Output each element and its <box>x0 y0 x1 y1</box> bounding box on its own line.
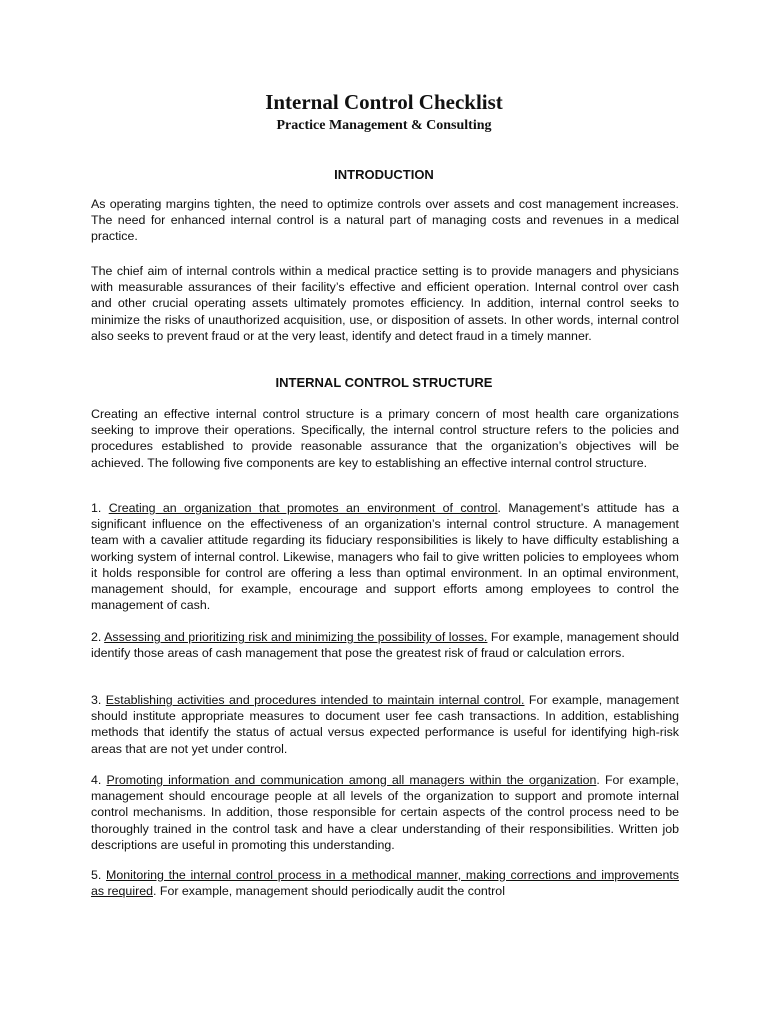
item-number: 1. <box>91 501 109 515</box>
item-body: . For example, management should periodically audit the control <box>153 884 505 899</box>
component-item-2 <box>91 629 679 661</box>
item-body: . For example, management should encourage people at all levels of the organization to support and promote internal control mechanisms. In addition, those responsible for certain aspects of the control process need to be thoroughly trained in the control task and have a clear understanding of their responsibilities. Written job descriptions are useful in promoting this understanding. <box>91 773 679 852</box>
component-item-5 <box>91 867 679 899</box>
component-item-4 <box>91 772 679 853</box>
structure-heading: INTERNAL CONTROL STRUCTURE <box>275 375 493 390</box>
component-item-1 <box>91 500 679 613</box>
document-title: Internal Control Checklist <box>265 90 503 114</box>
component-item-3 <box>91 692 679 757</box>
intro-paragraph-1: As operating margins tighten, the need to optimize controls over assets and cost management increases. The need for enhanced internal control is a natural part of managing costs and revenues in a medical practice. <box>91 197 679 244</box>
item-title: Monitoring the internal control process in a methodical manner, making corrections and improvements as required <box>91 868 679 899</box>
structure-intro-paragraph: Creating an effective internal control structure is a primary concern of most health care organizations seeking to improve their operations. Specifically, the internal control structure refers to the policies and procedures established to provide reasonable assurance that the organization’s objectives will be achieved. The following five components are key to establishing an effective internal control structure. <box>91 407 679 470</box>
item-number: 3. <box>91 693 106 707</box>
item-body: For example, management should identify those areas of cash management that pose the greatest risk of fraud or calculation errors. <box>91 630 680 661</box>
document-subtitle: Practice Management & Consulting <box>276 118 492 133</box>
item-title: Creating an organization that promotes an environment of control <box>108 501 498 515</box>
item-body: For example, management should institute appropriate measures to document user fee cash transactions. In addition, establishing methods that identify the status of actual versus expected performance is useful for identifying high-risk areas that are not yet under control. <box>91 693 679 756</box>
item-number: 2. <box>91 630 105 644</box>
item-body: . Management’s attitude has a significant influence on the effectiveness of an organization’s internal control structure. A management team with a cavalier attitude regarding its fiduciary responsibilities is likely to have difficulty establishing a working system of internal control. Likewise, managers who fail to give written policies to employees whom it holds responsible for control are offering a less than optimal environment. In an optimal environment, management should, for example, encourage and support efforts among employees to control the management of cash. <box>91 501 679 613</box>
item-title: Establishing activities and procedures intended to maintain internal control. <box>105 693 525 707</box>
intro-paragraph-2: The chief aim of internal controls within a medical practice setting is to provide managers and physicians with measurable assurances of their facility’s effective and efficient operation. Internal control over cash and other crucial operating assets ultimately promotes efficiency. In addition, internal control seeks to minimize the risks of unauthorized acquisition, use, or disposition of assets. In other words, internal control also seeks to prevent fraud or at the very least, identify and detect fraud in a timely manner. <box>91 264 679 343</box>
introduction-heading: INTRODUCTION <box>334 167 434 182</box>
item-title: Assessing and prioritizing risk and minimizing the possibility of losses. <box>104 630 488 644</box>
item-number: 4. <box>91 773 107 787</box>
item-number: 5. <box>91 868 107 882</box>
item-title: Promoting information and communication among all managers within the organization <box>106 773 597 787</box>
